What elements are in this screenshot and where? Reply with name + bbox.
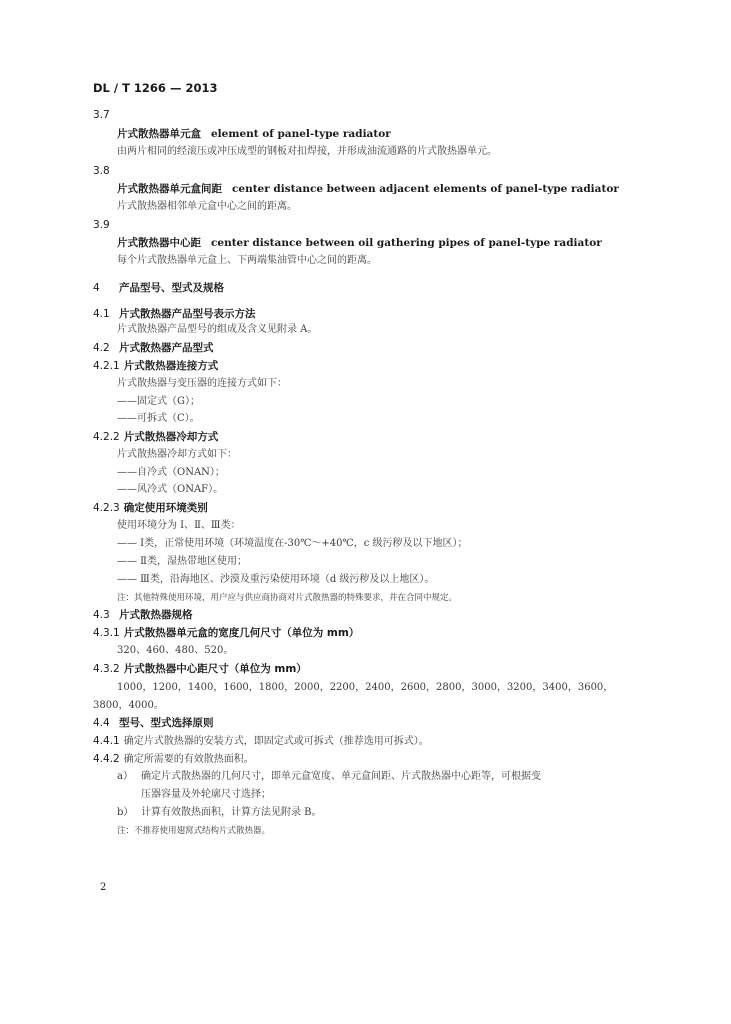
term-number: 3.7 [93,109,110,121]
term-en: center distance between adjacent elements of panel-type radiator [232,183,619,195]
term-definition: 由两片相同的经滚压或冲压成型的钢板对扣焊接，并形成油流通路的片式散热器单元。 [117,146,497,157]
paragraph: 片式散热器产品型号的组成及含义见附录 A。 [117,324,318,335]
list-item: —— Ⅱ类，湿热带地区使用； [117,556,247,567]
list-item: a） 确定片式散热器的几何尺寸，即单元盒宽度、单元盒间距、片式散热器中心距等，可根据变 [117,771,541,782]
list-item: —— Ⅰ类，正常使用环境（环境温度在-30℃～+40℃，c 级污秽及以下地区）； [117,538,468,549]
paragraph: 片式散热器冷却方式如下： [117,449,237,460]
term-en: element of panel-type radiator [211,128,391,140]
term-definition: 每个片式散热器单元盒上、下两端集油管中心之间的距离。 [117,255,377,266]
term-en: center distance between oil gathering pipes of panel-type radiator [211,237,602,249]
section-heading: 4.4 型号、型式选择原则 [93,717,214,729]
term-cn: 片式散热器单元盒间距 [117,183,222,195]
term-title [117,235,602,251]
term-number: 3.8 [93,165,110,177]
note: 注：不推荐使用翅窝式结构片式散热器。 [117,826,271,836]
note: 注：其他特殊使用环境，用户应与供应商协商对片式散热器的特殊要求，并在合同中规定。 [117,593,458,603]
section-heading: 4.2.3 确定使用环境类别 [93,502,208,514]
paragraph: 片式散热器与变压器的连接方式如下： [117,378,287,389]
section-heading: 4.1 片式散热器产品型号表示方法 [93,308,256,320]
term-number: 3.9 [93,219,110,231]
section-heading: 4 产品型号、型式及规格 [93,282,224,294]
section-heading: 4.4.1 确定片式散热器的安装方式，即固定式或可拆式（推荐选用可拆式）。 [93,735,429,747]
term-title [117,181,619,197]
section-heading: 4.3.1 片式散热器单元盒的宽度几何尺寸（单位为 mm） [93,627,360,639]
page-number: 2 [100,882,107,893]
paragraph: 使用环境分为 Ⅰ、Ⅱ、Ⅲ类： [117,520,241,531]
section-heading: 4.2.1 片式散热器连接方式 [93,360,219,372]
paragraph: 320、460、480、520。 [117,645,234,656]
list-item-continuation: 压器容量及外轮廓尺寸选择； [141,789,271,800]
list-item: ——风冷式（ONAF）。 [117,484,224,495]
paragraph: 1000，1200，1400，1600，1800，2000，2200，2400，2600，2800，3000，3200，3400，3600， [117,682,614,693]
list-item: ——可拆式（C）。 [117,413,200,424]
term-definition: 片式散热器相邻单元盒中心之间的距离。 [117,201,297,212]
term-cn: 片式散热器中心距 [117,237,201,249]
section-heading: 4.3 片式散热器规格 [93,609,193,621]
list-item: ——自冷式（ONAN）； [117,467,225,478]
section-heading: 4.3.2 片式散热器中心距尺寸（单位为 mm） [93,663,307,675]
term-title [117,126,391,142]
document-header: DL / T 1266 — 2013 [93,81,218,95]
paragraph: 3800，4000。 [93,700,164,711]
list-item: ——固定式（G）； [117,396,200,407]
list-item: —— Ⅲ类，沿海地区、沙漠及重污染使用环境（d 级污秽及以上地区）。 [117,574,435,585]
list-item: b） 计算有效散热面积，计算方法见附录 B。 [117,807,322,818]
section-heading: 4.4.2 确定所需要的有效散热面积。 [93,753,254,765]
section-heading: 4.2.2 片式散热器冷却方式 [93,431,219,443]
section-heading: 4.2 片式散热器产品型式 [93,342,214,354]
term-cn: 片式散热器单元盒 [117,128,201,140]
